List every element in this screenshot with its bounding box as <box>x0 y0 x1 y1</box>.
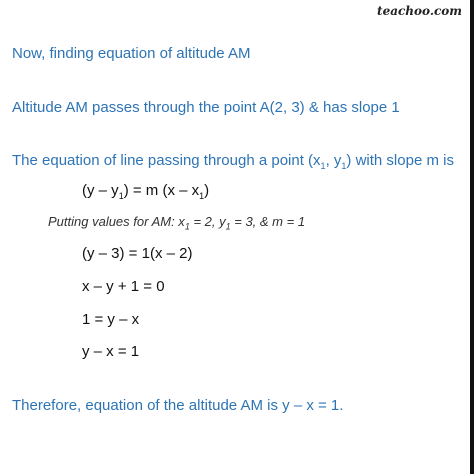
note-sub-2: 1 <box>225 221 231 232</box>
equation-intro-text-c: ) with slope m is <box>346 152 454 169</box>
equation-intro-line <box>12 152 454 171</box>
step-3-line: 1 = y – x <box>82 311 140 328</box>
point-slope-formula <box>82 182 209 201</box>
formula-text-b: ) = m (x – x <box>123 182 200 199</box>
teachoo-watermark: teachoo.com <box>377 4 462 18</box>
note-text-c: = 3, & m = 1 <box>230 214 306 229</box>
formula-text-c: ) <box>204 182 210 199</box>
formula-sub-2: 1 <box>199 191 205 201</box>
equation-intro-sub-1: 1 <box>320 161 326 171</box>
equation-intro-text-b: , y <box>325 152 342 169</box>
note-sub-1: 1 <box>184 221 190 232</box>
step-4-line: y – x = 1 <box>82 343 140 360</box>
note-text-a: Putting values for AM: x <box>48 214 185 229</box>
note-text-b: = 2, y <box>189 214 226 229</box>
equation-intro-text-a: The equation of line passing through a point (x <box>12 152 321 169</box>
equation-intro-sub-2: 1 <box>341 161 347 171</box>
substitution-note <box>48 214 305 232</box>
right-edge-bar <box>470 0 474 474</box>
step-1-line: (y – 3) = 1(x – 2) <box>82 245 193 262</box>
conclusion-line: Therefore, equation of the altitude AM is y – x = 1. <box>12 397 344 414</box>
formula-sub-1: 1 <box>118 191 124 201</box>
formula-text-a: (y – y <box>82 182 119 199</box>
heading-line: Now, finding equation of altitude AM <box>12 45 251 62</box>
passes-line: Altitude AM passes through the point A(2, 3) & has slope 1 <box>12 99 400 116</box>
step-2-line: x – y + 1 = 0 <box>82 278 165 295</box>
